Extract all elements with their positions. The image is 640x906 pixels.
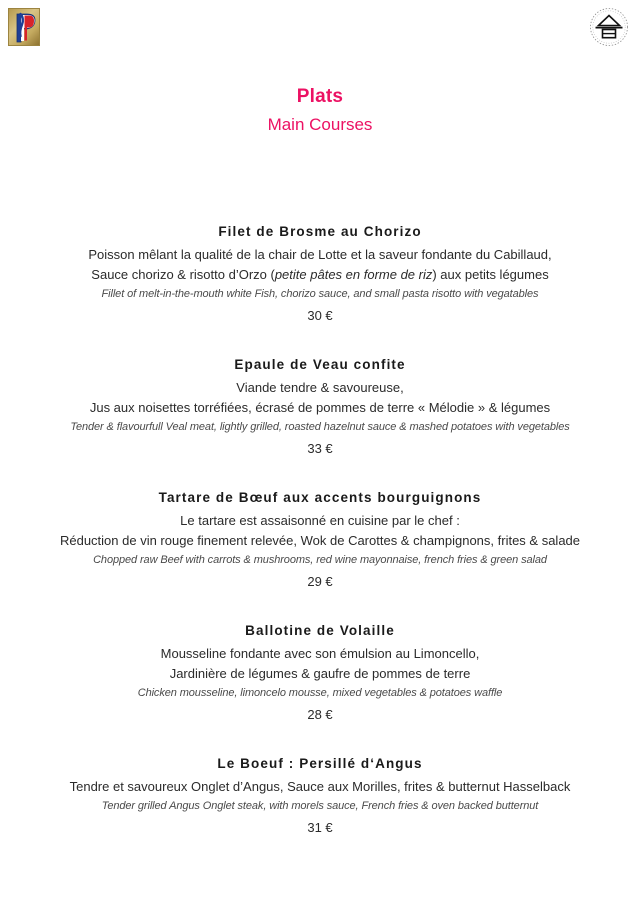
dish-description-line: Tendre et savoureux Onglet d’Angus, Sauce aux Morilles, frites & butternut Hasselback xyxy=(69,779,571,794)
quality-seal-graphic xyxy=(588,6,630,48)
dish-item xyxy=(0,754,640,839)
desc-text-a: Jus aux noisettes torréfiées, écrasé de pommes de terre « Mélodie » & légumes xyxy=(89,400,551,415)
page-title-french: Plats xyxy=(296,86,344,107)
page-title-english: Main Courses xyxy=(267,115,373,134)
dish-title: Epaule de Veau confite xyxy=(234,357,406,372)
dish-description-line: Mousseline fondante avec son émulsion au Limoncello, xyxy=(160,646,480,661)
dish-item xyxy=(0,621,640,726)
desc-note: petite pâtes en forme de riz xyxy=(274,267,433,282)
dish-title: Tartare de Bœuf aux accents bourguignons xyxy=(158,490,482,505)
dish-item xyxy=(0,488,640,593)
dish-description-line: Poisson mêlant la qualité de la chair de Lotte et la saveur fondante du Cabillaud, xyxy=(88,247,552,262)
dish-price: 28 € xyxy=(307,707,333,722)
dish-description-english: Chicken mousseline, limoncelo mousse, mixed vegetables & potatoes waffle xyxy=(137,687,503,699)
dish-title: Filet de Brosme au Chorizo xyxy=(218,224,422,239)
desc-text-a: Sauce chorizo & risotto d’Orzo ( xyxy=(91,267,275,282)
dish-item xyxy=(0,355,640,460)
quality-seal-icon xyxy=(588,6,630,48)
r-monogram-icon xyxy=(9,9,40,46)
dish-price: 30 € xyxy=(307,308,333,323)
dish-list xyxy=(0,222,640,867)
dish-description-english: Chopped raw Beef with carrots & mushrooms, red wine mayonnaise, french fries & green salad xyxy=(93,554,547,566)
dish-title: Le Boeuf : Persillé d‘Angus xyxy=(217,756,423,771)
dish-description-english: Tender grilled Angus Onglet steak, with morels sauce, French fries & oven backed butternut xyxy=(101,800,539,812)
dish-item xyxy=(0,222,640,327)
dish-title: Ballotine de Volaille xyxy=(245,623,395,638)
dish-description-line xyxy=(0,265,640,285)
dish-description-line xyxy=(0,398,640,418)
restaurant-r-logo xyxy=(8,8,40,46)
dish-description-line xyxy=(0,531,640,551)
dish-description-line: Viande tendre & savoureuse, xyxy=(236,380,404,395)
dish-price: 29 € xyxy=(307,574,333,589)
dish-description-line: Le tartare est assaisonné en cuisine par le chef : xyxy=(180,513,460,528)
dish-description-english: Fillet of melt-in-the-mouth white Fish, chorizo sauce, and small pasta risotto with vegatables xyxy=(101,288,539,300)
desc-text-a: Jardinière de légumes & gaufre de pommes de terre xyxy=(169,666,471,681)
desc-text-a: Réduction de vin rouge finement relevée, Wok de Carottes & champignons, frites & salade xyxy=(59,533,581,548)
dish-description-english: Tender & flavourfull Veal meat, lightly grilled, roasted hazelnut sauce & mashed potatoes with vegetables xyxy=(70,421,570,433)
desc-text-b: ) aux petits légumes xyxy=(432,267,549,282)
dish-price: 33 € xyxy=(307,441,333,456)
dish-price: 31 € xyxy=(307,820,333,835)
dish-description-line xyxy=(0,664,640,684)
